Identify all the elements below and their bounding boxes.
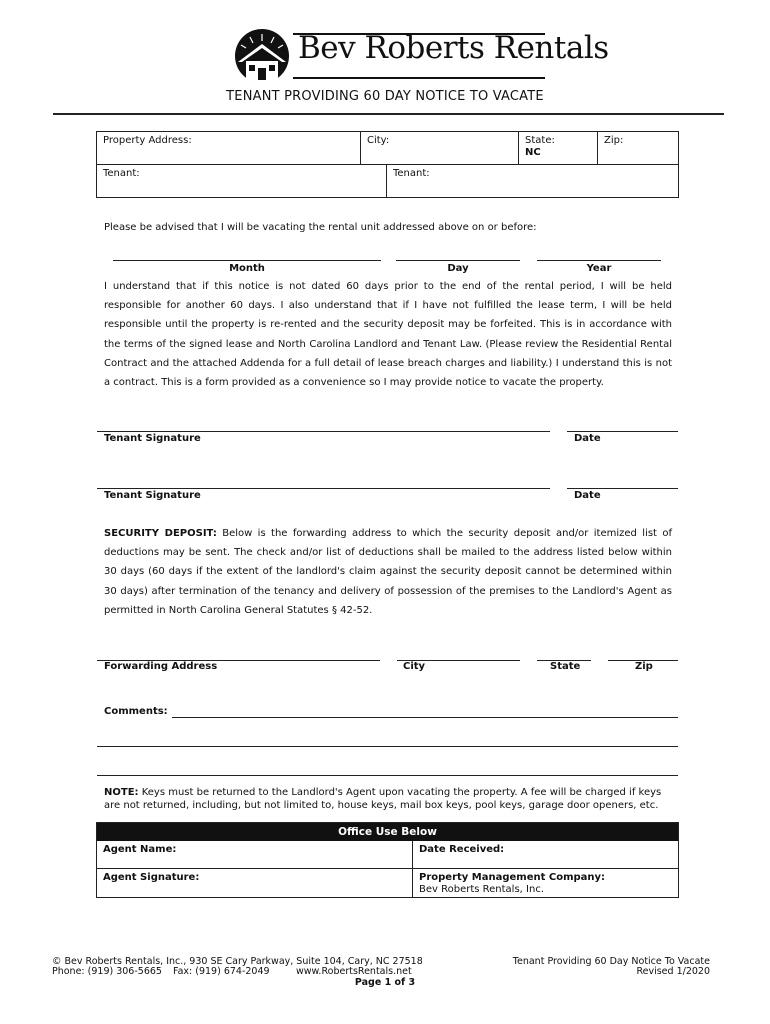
forwarding-zip-label: Zip: [635, 661, 653, 672]
security-deposit-paragraph: [104, 524, 672, 620]
city-field[interactable]: [361, 132, 519, 165]
footer-website[interactable]: www.RobertsRentals.net: [296, 966, 412, 977]
day-line[interactable]: [396, 260, 520, 261]
forwarding-address-label: Forwarding Address: [104, 661, 218, 672]
footer-page-number: Page 1 of 3: [354, 977, 416, 988]
security-deposit-label: SECURITY DEPOSIT:: [104, 528, 217, 539]
keys-note: [104, 786, 676, 812]
tenant-signature-1-label: Tenant Signature: [104, 433, 201, 444]
brand-name: Bev Roberts Rentals: [298, 30, 609, 66]
zip-label: Zip:: [604, 135, 624, 146]
comments-label: Comments:: [104, 706, 168, 717]
pm-company-value: Bev Roberts Rentals, Inc.: [419, 884, 544, 895]
tenant-signature-2-line[interactable]: [97, 488, 550, 489]
tenant-1-field[interactable]: [97, 165, 387, 197]
pm-company-field: [413, 869, 679, 898]
company-logo: [228, 28, 609, 84]
comments-line-1[interactable]: [172, 717, 678, 718]
tenant-2-label: Tenant:: [393, 168, 430, 179]
zip-field[interactable]: [598, 132, 679, 165]
tenant-1-label: Tenant:: [103, 168, 140, 179]
footer-fax: Fax: (919) 674-2049: [173, 966, 270, 977]
state-label: State:: [525, 135, 555, 146]
footer-form-name: Tenant Providing 60 Day Notice To Vacate: [512, 956, 710, 967]
day-label: Day: [447, 263, 469, 274]
office-use-table: [96, 822, 679, 898]
notice-intro: Please be advised that I will be vacating the rental unit addressed above on or before:: [104, 222, 537, 233]
date-2-label: Date: [574, 490, 601, 501]
pm-company-label: Property Management Company:: [419, 872, 606, 883]
title-divider: [53, 113, 724, 115]
tenant-signature-1-line[interactable]: [97, 431, 550, 432]
forwarding-city-label: City: [403, 661, 426, 672]
footer-phone: Phone: (919) 306-5665: [52, 966, 162, 977]
agent-signature-label: Agent Signature:: [103, 872, 200, 883]
month-label: Month: [229, 263, 265, 274]
forwarding-state-label: State: [550, 661, 581, 672]
property-address-label: Property Address:: [103, 135, 192, 146]
city-label: City:: [367, 135, 390, 146]
date-1-line[interactable]: [567, 431, 678, 432]
date-1-label: Date: [574, 433, 601, 444]
year-label: Year: [586, 263, 612, 274]
tenant-signature-2-label: Tenant Signature: [104, 490, 201, 501]
comments-line-2[interactable]: [97, 746, 678, 747]
date-2-line[interactable]: [567, 488, 678, 489]
note-label: NOTE:: [104, 787, 139, 798]
office-use-header: Office Use Below: [97, 823, 678, 841]
property-info-table: [96, 131, 679, 198]
date-received-field[interactable]: [413, 841, 679, 869]
year-line[interactable]: [537, 260, 661, 261]
property-address-field[interactable]: [97, 132, 361, 165]
footer-address: © Bev Roberts Rentals, Inc., 930 SE Cary Parkway, Suite 104, Cary, NC 27518: [52, 956, 423, 967]
agent-name-field[interactable]: [97, 841, 413, 869]
date-received-label: Date Received:: [419, 844, 505, 855]
state-value: NC: [525, 147, 541, 158]
notice-body: I understand that if this notice is not dated 60 days prior to the end of the rental period, I will be held responsible for another 60 days. I also understand that if I have not fulfilled the lease term, I will be held responsible until the property is re-rented and the security deposit may be forfeited. This is in accordance with the terms of the signed lease and North Carolina Landlord and Tenant Law. (Please review the Residential Rental Contract and the attached Addenda for a full detail of lease breach charges and liability.) I understand this is not a contract. This is a form provided as a convenience so I may provide notice to vacate the property.: [104, 281, 672, 389]
agent-name-label: Agent Name:: [103, 844, 177, 855]
tenant-2-field[interactable]: [387, 165, 679, 197]
security-deposit-body: Below is the forwarding address to which the security deposit and/or itemized list of deductions may be sent. The check and/or list of deductions shall be mailed to the address listed below within 30 days (60 days if the extent of the landlord's claim against the security deposit cannot be determined within 30 days) after termination of the tenancy and delivery of possession of the premises to the Landlord's Agent as permitted in North Carolina General Statutes § 42-52.: [104, 528, 672, 616]
footer-revised: Revised 1/2020: [636, 966, 710, 977]
agent-signature-field[interactable]: [97, 869, 413, 898]
comments-line-3[interactable]: [97, 775, 678, 776]
month-line[interactable]: [113, 260, 381, 261]
document-title: TENANT PROVIDING 60 DAY NOTICE TO VACATE: [226, 89, 544, 104]
state-field[interactable]: [519, 132, 598, 165]
house-emblem-icon: [228, 28, 296, 84]
note-body: Keys must be returned to the Landlord's Agent upon vacating the property. A fee will be charged if keys are not returned, including, but not limited to, house keys, mail box keys, pool keys, garage door openers, etc.: [104, 787, 662, 811]
